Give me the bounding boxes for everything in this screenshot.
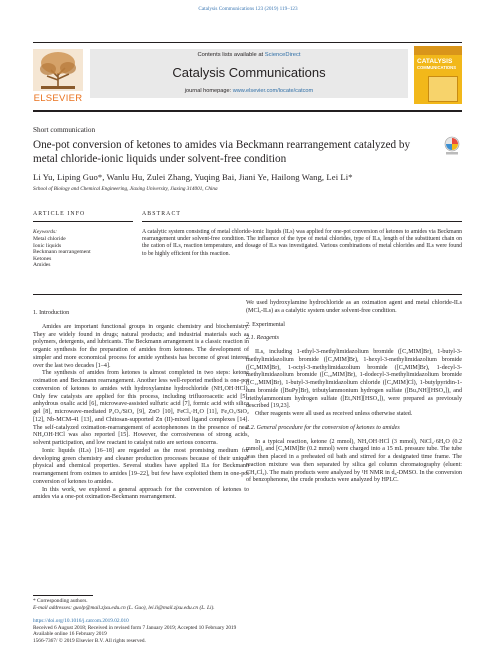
- footnotes: [33, 598, 333, 611]
- journal-banner: [90, 49, 408, 98]
- keyword-item: Beckmann rearrangement: [33, 249, 91, 256]
- copyright-notice: 1566-7367/ © 2019 Elsevier B.V. All rights reserved.: [33, 637, 146, 644]
- intro-paragraph-3: Ionic liquids (ILs) [16–18] are regarded as the most promising medium for developing green chemistry and cleaner production processes because of their unique physical and chemical properties. Several studies have applied ILs for Beckmann rearrangement from oximes to amides [19–22], but few have exploited them in one-pot conversion of ketones to amides.: [33, 447, 249, 485]
- crossmark-icon[interactable]: [443, 136, 461, 156]
- article-footer: [33, 618, 333, 644]
- journal-citation-line[interactable]: Catalysis Communications 123 (2019) 119–123: [198, 6, 298, 12]
- article-authors: Li Yu, Liping Guo*, Wanlu Hu, Zulei Zhang, Yuqing Bai, Jiani Ye, Hailong Wang, Lei Li*: [33, 172, 353, 182]
- abstract-rule: [142, 221, 462, 222]
- article-info-heading: ARTICLE INFO: [33, 211, 86, 217]
- publisher-logo-text: ELSEVIER: [33, 93, 83, 104]
- available-online: Available online 16 February 2019: [33, 631, 107, 638]
- reagents-paragraph: ILs, including 1-ethyl-3-methylimidazolium bromide ([C₂MIM]Br), 1-butyl-3-methylimidazolium bromide ([C₄MIM]Br), 1-hexyl-3-methylimidazolium bromide ([C₆MIM]Br), 1-octyl-3-methylimidazolium bromide ([C₈MIM]Br), 1-decyl-3-methylimidazolium bromide ([C₁₀MIM]Br), 1-dodecyl-3-methylimidazolium bromide ([C₁₂MIM]Br), 1-butyl-3-methylimidazolium chloride ([C₄MIM]Cl), 1-butylpyridin-1-ium bromide ([BuPy]Br), tributylammonium hydrogen sulfate ([Bu₃NH][HSO₄]), and triethylammonium hydrogen sulfate ([Et₃NH][HSO₄]), were prepared as previously described [19,23].: [246, 349, 462, 410]
- intro-paragraph-4: In this work, we explored a general approach for the conversion of ketones to amides via a one-pot oximation-Beckmann rearrangement.: [33, 486, 249, 501]
- footnote-rule: [33, 595, 93, 596]
- received-dates: Received 6 August 2018; Received in revised form 7 January 2019; Accepted 10 February 2019: [33, 624, 237, 631]
- body-left-column: [33, 310, 249, 502]
- intro-paragraph-2: The synthesis of amides from ketones is almost completed in two steps: ketone oximation and Beckmann rearrangement. Another less well-reported method is one-pot conversion of ketones to amides with hydroxylamine hydrochloride (NH₂OH·HCl). Only few catalysts are applied for this process, including trifluoroacetic acid [5], anhydrous oxalic acid [6], microwave-assisted sulfuric acid [7], formic acid with silica gel [8], microwave-mediated P₂O₅/SiO₂ [9], ZnO [10], FeCl₃·H₂O [11], Fe₂O₃/SiO₂ [12], Nb-MCM-41 [13], and Chitosan-supported Zn (II)-mixed ligand complexes [14]. The self-catalyzed oximation-rearrangement of acetophenones in the presence of neat NH₂OH·HCl was also reported [15]. However, the corrosiveness of strong acids, solvent participation, and low reactant to catalyst ratio are serious concerns.: [33, 370, 249, 446]
- introduction-heading: 1. Introduction: [33, 310, 70, 316]
- cover-band: [414, 46, 462, 55]
- keyword-item: Amides: [33, 262, 51, 269]
- author-affiliation: School of Biology and Chemical Engineering, Jiaxing University, Jiaxing 314001, China: [33, 186, 218, 192]
- keyword-item: Ionic liquids: [33, 242, 62, 249]
- homepage-link[interactable]: www.elsevier.com/locate/catcom: [232, 88, 314, 94]
- intro-paragraph-1: Amides are important functional groups in organic chemistry and biochemistry. They are widely found in drugs; natural products; and industrial materials such as polymers, detergents, and lubricants. The Beckmann arrangement is a classic reaction in organic synthesis for the preparation of amides from ketones. The development of simpler and more economical process for amide synthesis has become of great interest over the last two decades [1–4].: [33, 323, 249, 369]
- journal-cover-image[interactable]: [414, 46, 462, 104]
- article-title: One-pot conversion of ketones to amides via Beckmann rearrangement catalyzed by metal chloride-ionic liquids under solvent-free condition: [33, 139, 411, 165]
- body-right-column: [246, 300, 462, 485]
- experimental-heading: 2. Experimental: [246, 321, 285, 328]
- journal-name: Catalysis Communications: [172, 65, 326, 80]
- keyword-item: Ketones: [33, 255, 52, 262]
- contents-line: Contents lists available at ScienceDirect: [197, 52, 301, 58]
- corresponding-authors-note: * Corresponding authors.: [33, 598, 88, 604]
- doi-link[interactable]: https://doi.org/10.1016/j.catcom.2019.02.010: [33, 618, 129, 624]
- intro-continued-paragraph: We used hydroxylamine hydrochloride as an oximation agent and metal chloride-ILs (MClₓ-ILs) as a catalytic system under solvent-free condition.: [246, 300, 462, 314]
- procedure-paragraph: In a typical reaction, ketone (2 mmol), NH₂OH·HCl (3 mmol), NiCl₂·6H₂O (0.2 mmol), and [C₄MIM]Br (0.2 mmol) were charged into a 15 mL pressure tube. The tube was then placed in a preheated oil bath and stirred for a designated time frame. The reaction mixture was then separated by silica gel column chromatography (eluent: CH₂Cl₂). The main products were analyzed by ¹H NMR in d₆-DMSO. In the conversion of benzophenone, the crude products were analyzed by HPLC.: [246, 438, 462, 484]
- keywords-list: [33, 236, 133, 269]
- header-top-rule: [33, 42, 462, 43]
- article-info-rule: [33, 221, 133, 222]
- homepage-line: journal homepage: www.elsevier.com/locate/catcom: [184, 88, 314, 94]
- cover-graphic: [428, 76, 458, 102]
- email-addresses[interactable]: E-mail addresses: guolp@mail.zjxu.edu.cn (L. Guo), lei.li@mail.zjxu.edu.cn (L. Li).: [33, 604, 215, 611]
- abstract-text: A catalytic system consisting of metal chloride-ionic liquids (ILs) was applied for one-pot conversion of ketones to amides via Beckmann rearrangement under solvent-free condition. The influence of the type of metal chlorides, type of ILs, length of the substituent chain on the cation of ILs, reaction temperature, and dosage of ILs was investigated. Various combinations of metal chlorides and ILs were found to be highly efficient for this reaction.: [142, 229, 462, 257]
- abstract-heading: ABSTRACT: [142, 211, 182, 217]
- article-type: Short communication: [33, 126, 96, 134]
- keyword-item: Metal chloride: [33, 236, 66, 242]
- abstract-bottom-rule: [33, 294, 462, 295]
- procedure-heading: 2.2. General procedure for the conversion of ketones to amides: [246, 424, 400, 431]
- cover-title: CATALYSIS COMMUNICATIONS: [417, 58, 457, 70]
- reagents-heading: 2.1. Reagents: [246, 335, 280, 342]
- keywords-label: Keywords:: [33, 229, 58, 235]
- reagents-note: Other reagents were all used as received unless otherwise stated.: [255, 411, 413, 417]
- header-bottom-rule: [33, 110, 462, 112]
- sciencedirect-link[interactable]: ScienceDirect: [264, 52, 301, 58]
- elsevier-tree-logo: [33, 49, 83, 91]
